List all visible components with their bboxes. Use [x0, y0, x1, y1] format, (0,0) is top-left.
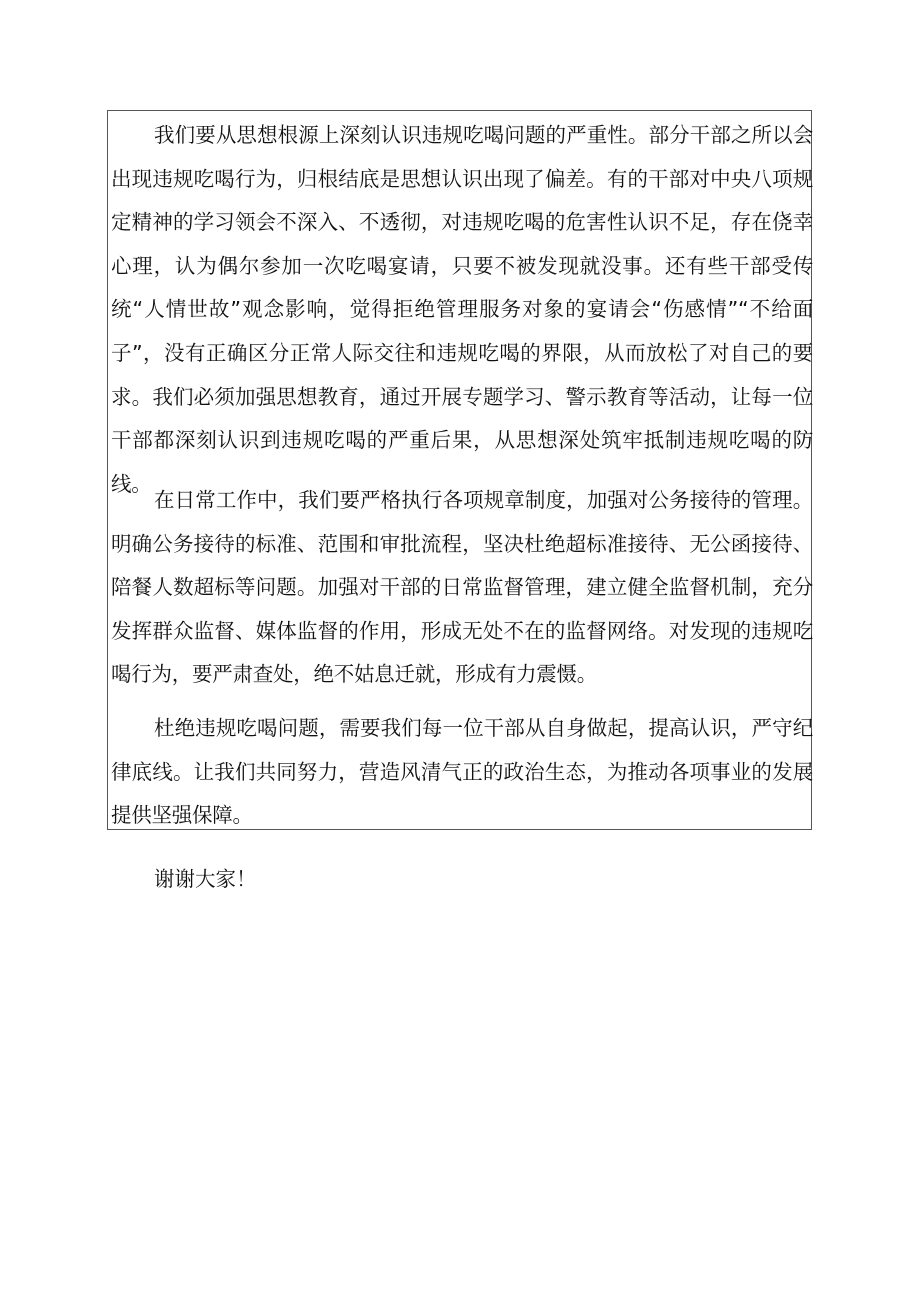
paragraph-1: 我们要从思想根源上深刻认识违规吃喝问题的严重性。部分干部之所以会出现违规吃喝行为，归根结底是思想认识出现了偏差。有的干部对中央八项规定精神的学习领会不深入、不透彻，对违规吃喝的危害性认识不足，存在侥幸心理，认为偶尔参加一次吃喝宴请，只要不被发现就没事。还有些干部受传统“人情世故”观念影响，觉得拒绝管理服务对象的宴请会“伤感情”“不给面子”，没有正确区分正常人际交往和违规吃喝的界限，从而放松了对自己的要求。我们必须加强思想教育，通过开展专题学习、警示教育等活动，让每一位干部都深刻认识到违规吃喝的严重后果，从思想深处筑牢抵制违规吃喝的防线。 [111, 123, 813, 496]
paragraph-3: 杜绝违规吃喝问题，需要我们每一位干部从自身做起，提高认识，严守纪律底线。让我们共同努力，营造风清气正的政治生态，为推动各项事业的发展提供坚强保障。 [111, 716, 813, 828]
paragraph-2: 在日常工作中，我们要严格执行各项规章制度，加强对公务接待的管理。明确公务接待的标准、范围和审批流程，坚决杜绝超标准接待、无公函接待、陪餐人数超标等问题。加强对干部的日常监督管理，建立健全监督机制，充分发挥群众监督、媒体监督的作用，形成无处不在的监督网络。对发现的违规吃喝行为，要严肃查处，绝不姑息迁就，形成有力震慑。 [111, 488, 813, 687]
closing-remark: 谢谢大家！ [154, 867, 257, 891]
